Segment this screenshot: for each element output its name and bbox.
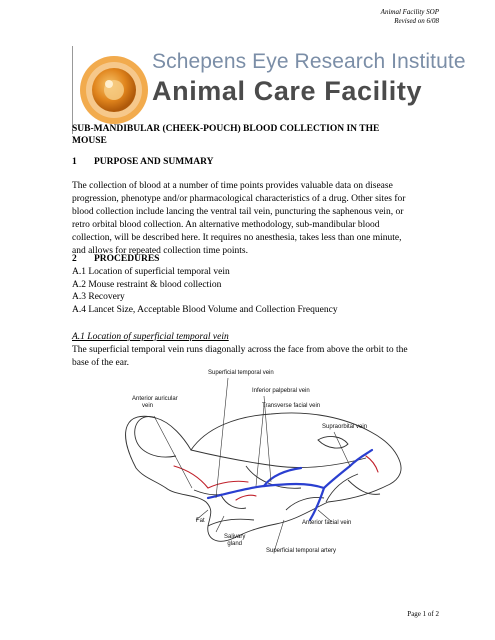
label-anterior-auricular-vein — [132, 396, 178, 410]
mouse-head-vein-diagram — [96, 370, 426, 570]
institute-name: Schepens Eye Research Institute — [152, 50, 466, 73]
label-superficial-temporal-artery: Superficial temporal artery — [266, 548, 337, 554]
label-salivary-gland — [224, 534, 245, 548]
procedures-list — [72, 266, 338, 316]
paragraph-line: The collection of blood at a number of time points provides valuable data on disease — [72, 181, 393, 191]
subsection-paragraph — [72, 344, 428, 370]
section-title: PROCEDURES — [94, 254, 160, 264]
paragraph-line: base of the ear. — [72, 358, 129, 368]
document-title — [72, 123, 432, 147]
purpose-paragraph — [72, 180, 428, 258]
eye-logo-icon — [78, 54, 150, 126]
procedure-item: A.1 Location of superficial temporal vein — [72, 267, 230, 277]
paragraph-line: and allows for repeated collection time points. — [72, 246, 248, 256]
label-line: Anterior auricular — [132, 396, 178, 402]
paragraph-line: blood collection include lancing the ventral tail vein, puncturing the saphenous vein, or — [72, 207, 404, 217]
label-fat: Fat — [196, 518, 205, 524]
procedure-item: A.2 Mouse restraint & blood collection — [72, 279, 222, 290]
page-number: Page 1 of 2 — [407, 610, 439, 618]
label-line: Salivary — [224, 534, 246, 540]
facility-name: Animal Care Facility — [152, 76, 423, 106]
subsection-heading: A.1 Location of superficial temporal vein — [72, 332, 229, 342]
paragraph-line: progression, phenotype and/or pharmacological characteristics of a drug. Other sites for — [72, 194, 406, 204]
procedure-item: A.4 Lancet Size, Acceptable Blood Volume and Collection Frequency — [72, 304, 338, 315]
title-line: SUB-MANDIBULAR (CHEEK-POUCH) BLOOD COLLECTION IN THE — [72, 124, 380, 134]
document-meta — [381, 8, 439, 26]
label-supraorbital-vein: Supraorbital vein — [322, 424, 368, 430]
paragraph-line: collection, will be described here. It requires no anesthesia, takes less than one minute, — [72, 233, 402, 243]
procedure-item: A.3 Recovery — [72, 292, 125, 302]
label-line: gland — [227, 541, 243, 547]
label-line: vein — [142, 403, 154, 409]
paragraph-line: retro orbital blood collection. An alternative methodology, sub-mandibular blood — [72, 220, 380, 230]
section-heading-purpose — [72, 157, 213, 167]
section-title: PURPOSE AND SUMMARY — [94, 157, 214, 167]
paragraph-line: The superficial temporal vein runs diagonally across the face from above the orbit to the — [72, 345, 408, 355]
logo-divider — [72, 46, 73, 134]
label-superficial-temporal-vein: Superficial temporal vein — [208, 370, 274, 376]
section-number: 1 — [72, 157, 77, 167]
label-transverse-facial-vein: Transverse facial vein — [262, 403, 321, 409]
title-line: MOUSE — [72, 136, 107, 146]
label-anterior-facial-vein: Anterior facial vein — [302, 520, 352, 526]
section-heading-procedures — [72, 254, 159, 264]
label-inferior-palpebral-vein: Inferior palpebral vein — [252, 388, 310, 394]
sop-label: Animal Facility SOP — [380, 8, 439, 16]
section-number: 2 — [72, 254, 77, 264]
revision-date: Revised on 6/08 — [394, 17, 439, 25]
